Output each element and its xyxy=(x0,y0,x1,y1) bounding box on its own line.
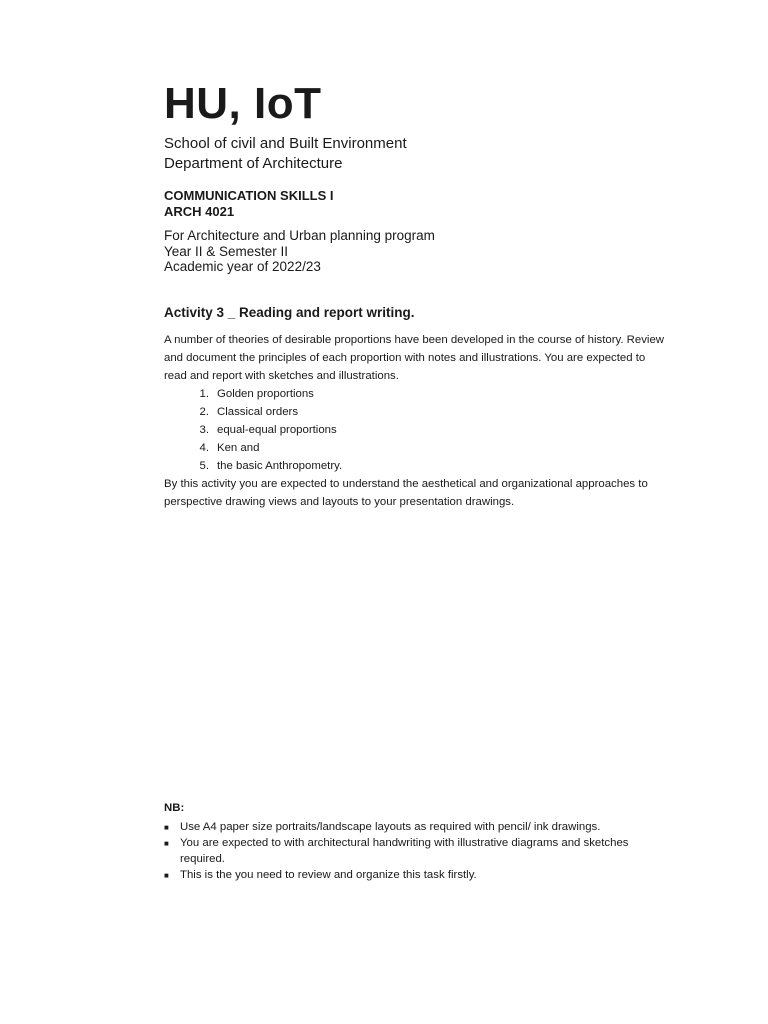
document-title: HU, IoT xyxy=(164,79,322,128)
activity-intro: A number of theories of desirable proportions have been developed in the course of history. Review and document the principles of each proportion with notes and illustrations. You are expected to read and report with sketches and illustrations. xyxy=(164,334,665,382)
list-item-text: Golden proportions xyxy=(217,388,314,400)
school-name: School of civil and Built Environment xyxy=(164,135,407,152)
list-item-text: equal-equal proportions xyxy=(217,424,337,436)
list-item xyxy=(164,385,669,403)
notes-item-text: You are expected to with architectural handwriting with illustrative diagrams and sketches required. xyxy=(180,837,629,865)
list-item xyxy=(164,439,669,457)
list-item-text: Classical orders xyxy=(217,406,299,418)
list-item-number: 3. xyxy=(199,424,209,436)
year-semester-line: Year II & Semester II xyxy=(164,243,289,259)
program-line: For Architecture and Urban planning program xyxy=(164,228,435,243)
notes-item xyxy=(164,836,669,867)
course-name: COMMUNICATION SKILLS I xyxy=(164,188,334,203)
academic-year-line: Academic year of 2022/23 xyxy=(164,259,321,274)
notes-item-text: Use A4 paper size portraits/landscape layouts as required with pencil/ ink drawings. xyxy=(180,820,601,833)
list-item-text: the basic Anthropometry. xyxy=(217,460,343,472)
program-block xyxy=(164,228,435,275)
list-item-text: Ken and xyxy=(217,442,260,454)
list-item xyxy=(164,421,669,439)
activity-heading: Activity 3 _ Reading and report writing. xyxy=(164,305,415,320)
notes-item-text: This is the you need to review and organize this task firstly. xyxy=(180,869,477,881)
list-item-number: 4. xyxy=(199,442,209,454)
square-bullet-icon: ■ xyxy=(164,871,169,880)
activity-body xyxy=(164,331,669,511)
notes-block xyxy=(164,801,669,885)
square-bullet-icon: ■ xyxy=(164,839,169,848)
department-name: Department of Architecture xyxy=(164,155,343,172)
institution-block xyxy=(164,134,407,174)
list-item-number: 5. xyxy=(199,460,209,472)
course-block xyxy=(164,188,333,220)
notes-item xyxy=(164,820,669,836)
square-bullet-icon: ■ xyxy=(164,822,169,832)
list-item-number: 2. xyxy=(199,406,209,418)
proportion-list xyxy=(164,385,669,475)
notes-label: NB: xyxy=(164,802,185,814)
activity-outro: By this activity you are expected to understand the aesthetical and organizational approaches to perspective drawing views and layouts to your presentation drawings. xyxy=(164,478,648,508)
notes-item xyxy=(164,868,669,884)
notes-list xyxy=(164,820,669,884)
course-code: ARCH 4021 xyxy=(164,204,235,219)
list-item xyxy=(164,457,669,475)
list-item-number: 1. xyxy=(199,388,209,400)
list-item xyxy=(164,403,669,421)
